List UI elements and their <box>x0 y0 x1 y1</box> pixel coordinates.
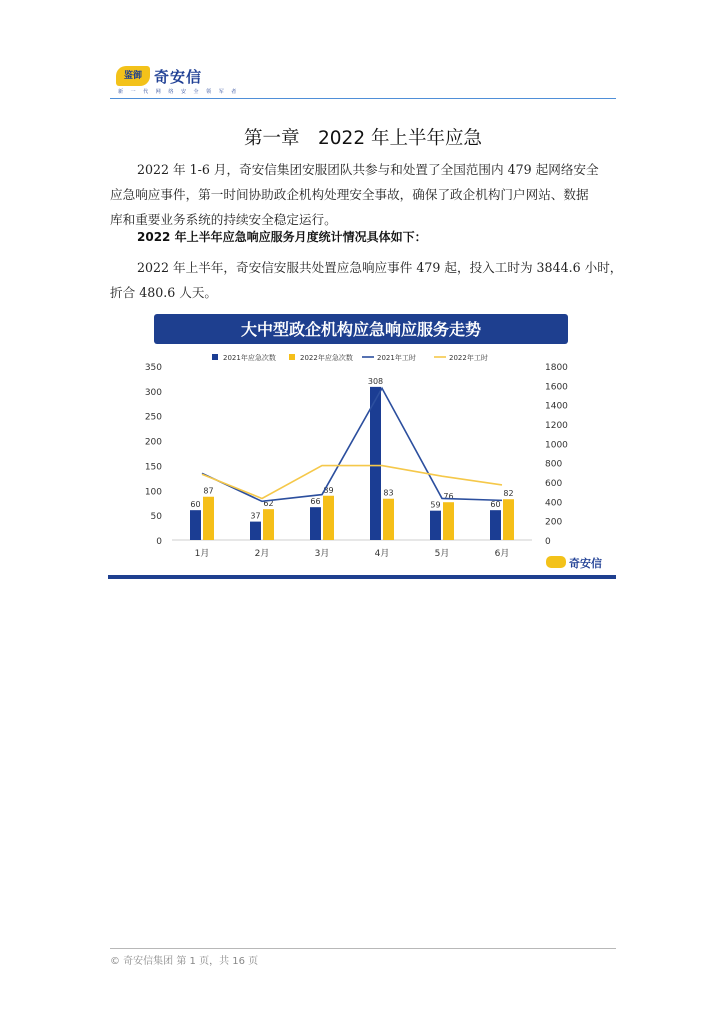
bar <box>250 522 261 540</box>
right-axis-tick-label: 1200 <box>545 421 568 431</box>
logo-mark: 鉴御 <box>116 66 150 86</box>
legend-label: 2021年应急次数 <box>223 354 276 362</box>
bar <box>310 507 321 540</box>
bar <box>263 509 274 540</box>
left-axis-tick-label: 300 <box>144 387 162 398</box>
right-axis-tick-label: 0 <box>545 537 551 547</box>
bar-value-label: 89 <box>323 485 334 495</box>
chart-legend <box>212 353 488 362</box>
paragraph-line: 库和重要业务系统的持续安全稳定运行。 <box>110 212 337 227</box>
summary-paragraph <box>110 255 623 305</box>
legend-label: 2021年工时 <box>377 354 416 362</box>
left-axis-tick-label: 50 <box>150 512 162 523</box>
left-axis-tick-label: 0 <box>156 537 162 547</box>
legend-label: 2022年应急次数 <box>300 354 353 362</box>
bar-series <box>190 377 514 540</box>
right-axis-tick-label: 800 <box>545 459 563 470</box>
company-logo <box>116 66 240 96</box>
bar-value-label: 76 <box>443 492 454 502</box>
paragraph-line: 2022 年上半年，奇安信安服共处置应急响应事件 479 起，投入工时为 3844.6 小时， <box>137 260 623 275</box>
bar-value-label: 37 <box>250 511 261 521</box>
x-axis-tick-label: 6月 <box>494 549 510 559</box>
right-axis-tick-label: 1600 <box>545 382 568 393</box>
left-y-axis <box>145 363 162 547</box>
chart-watermark-logo <box>546 556 602 570</box>
bar-value-label: 60 <box>190 500 201 510</box>
paragraph-line: 折合 480.6 人天。 <box>110 285 218 300</box>
bar-value-label: 82 <box>503 489 514 499</box>
right-axis-tick-label: 400 <box>545 498 563 509</box>
legend-swatch <box>289 354 295 360</box>
bar <box>370 387 381 540</box>
bar <box>203 497 214 540</box>
legend-swatch <box>212 354 218 360</box>
left-axis-tick-label: 250 <box>144 412 162 423</box>
section-subheading: 2022 年上半年应急响应服务月度统计情况具体如下： <box>137 230 427 244</box>
watermark-mark <box>546 556 566 568</box>
chart-bottom-band <box>108 575 616 579</box>
paragraph-line: 2022 年 1-6 月，奇安信集团安服团队共参与和处置了全国范围内 479 起网络安全 <box>137 162 599 177</box>
bar <box>430 511 441 540</box>
bar-value-label: 308 <box>367 376 384 386</box>
x-axis-tick-label: 2月 <box>254 549 270 559</box>
x-axis-labels <box>195 548 510 559</box>
bar-value-label: 59 <box>430 500 441 510</box>
left-axis-tick-label: 150 <box>144 462 162 473</box>
right-axis-tick-label: 600 <box>545 479 563 489</box>
left-axis-tick-label: 350 <box>144 363 162 373</box>
bar-value-label: 83 <box>383 488 394 498</box>
bar <box>443 502 454 540</box>
bar-value-label: 60 <box>490 500 501 510</box>
right-axis-tick-label: 1400 <box>545 401 568 412</box>
bar <box>190 510 201 540</box>
logo-slogan: 新 一 代 网 络 安 全 领 军 者 <box>118 89 240 95</box>
right-axis-tick-label: 1800 <box>545 363 568 373</box>
bar-value-label: 66 <box>310 497 321 507</box>
x-axis-tick-label: 1月 <box>194 549 210 559</box>
footer-divider <box>110 948 616 949</box>
bar-value-label: 62 <box>263 499 274 509</box>
bar <box>503 499 514 540</box>
right-axis-tick-label: 1000 <box>545 440 568 451</box>
paragraph-line: 应急响应事件，第一时间协助政企机构处理安全事故，确保了政企机构门户网站、数据 <box>110 187 589 202</box>
logo-name: 奇安信 <box>154 68 203 86</box>
bar <box>323 496 334 540</box>
line-series <box>202 388 502 501</box>
legend-label: 2022年工时 <box>449 354 488 362</box>
left-axis-tick-label: 100 <box>144 487 162 498</box>
line-path <box>202 388 502 501</box>
bar <box>383 499 394 540</box>
bar <box>490 510 501 540</box>
chart-title: 大中型政企机构应急响应服务走势 <box>240 320 482 339</box>
x-axis-tick-label: 4月 <box>374 549 390 559</box>
x-axis-tick-label: 3月 <box>314 549 330 559</box>
watermark-text: 奇安信 <box>569 557 602 570</box>
left-axis-tick-label: 200 <box>144 437 162 448</box>
intro-paragraph <box>110 157 616 232</box>
bar-value-label: 87 <box>203 486 214 496</box>
page-footer: © 奇安信集团 第 1 页，共 16 页 <box>110 956 259 967</box>
right-axis-tick-label: 200 <box>545 517 563 528</box>
x-axis-tick-label: 5月 <box>434 549 450 559</box>
chapter-title: 第一章 2022 年上半年应急 <box>244 128 482 149</box>
emergency-response-chart <box>108 310 616 580</box>
header-divider <box>110 98 616 99</box>
right-y-axis <box>545 363 568 547</box>
